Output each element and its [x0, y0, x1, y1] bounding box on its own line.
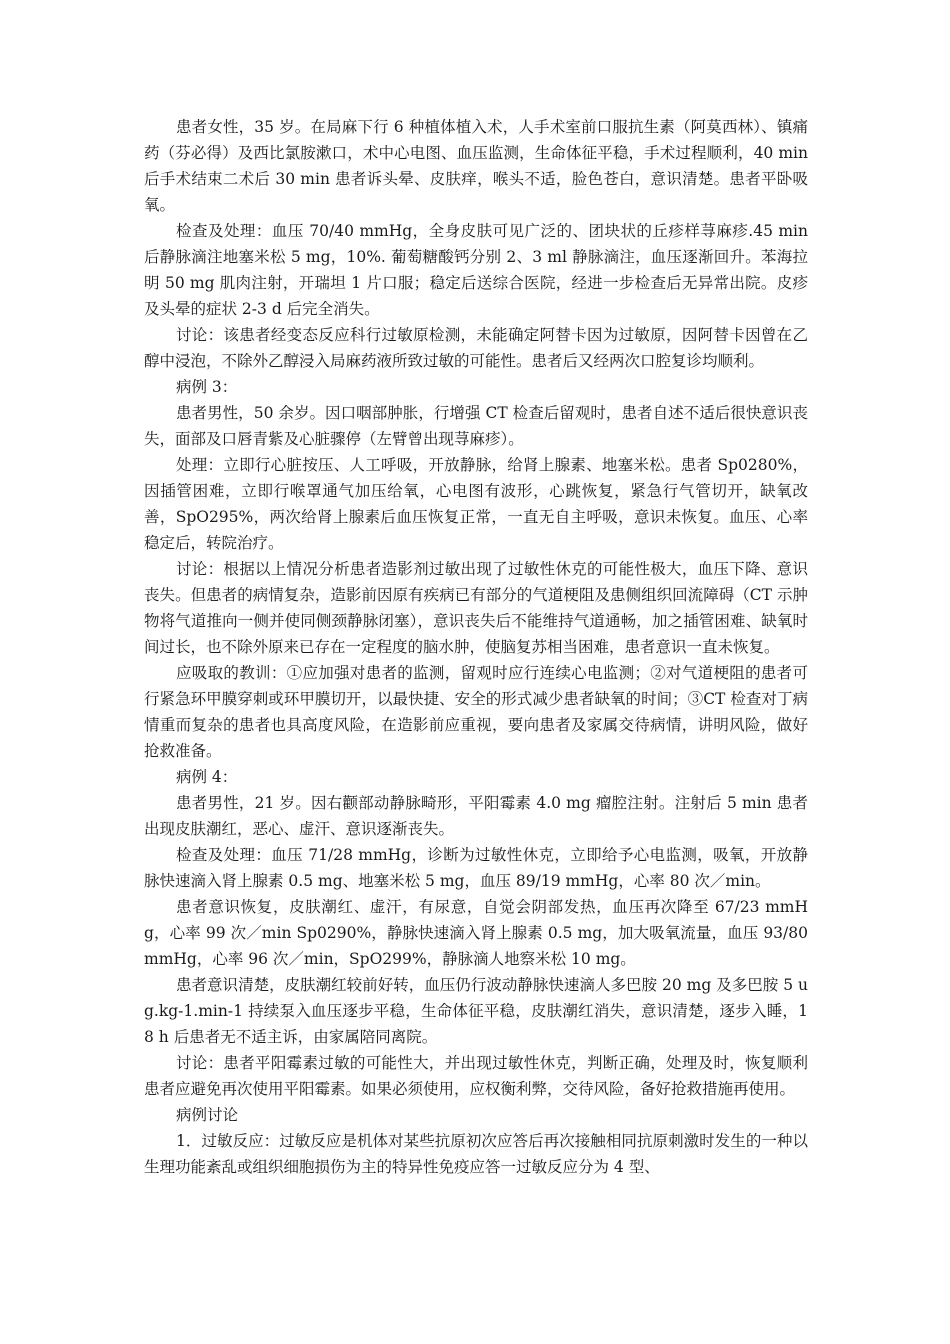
- paragraph-case2-history: 患者女性，35 岁。在局麻下行 6 种植体植入术，人手术室前口服抗生素（阿莫西林）、镇痛药（芬必得）及西比氯胺漱口，术中心电图、血压监测，生命体征平稳，手术过程顺利，40 min 后手术结束二术后 30 min 患者诉头晕、皮肤痒，喉头不适，脸色苍白，意识清楚。患者平卧吸氧。: [144, 118, 808, 214]
- paragraph-case3-treatment: 处理：立即行心脏按压、人工呼吸，开放静脉，给肾上腺素、地塞米松。患者 Sp0280%，因插管困难，立即行喉罩通气加压给氧，心电图有波形，心跳恢复，紧急行气管切开，缺氧改善，SpO295%，两次给肾上腺素后血压恢复正常，一直无自主呼吸，意识未恢复。血压、心率稳定后，转院治疗。: [144, 456, 808, 552]
- paragraph-case2-exam-treatment: 检查及处理：血压 70/40 mmHg，全身皮肤可见广泛的、团块状的丘疹样荨麻疹.45 min 后静脉滴注地塞米松 5 mg，10%. 葡萄糖酸钙分别 2、3 ml 静脉滴注，血压逐渐回升。苯海拉明 50 mg 肌肉注射，开瑞坦 1 片口服；稳定后送综合医院，经进一步检查后无异常出院。皮疹及头晕的症状 2-3 d 后完全消失。: [144, 222, 808, 318]
- paragraph-case4-stabilization: 患者意识清楚，皮肤潮红较前好转，血压仍行波动静脉快速滴人多巴胺 20 mg 及多巴胺 5 ug.kg-1.min-1 持续泵入血压逐步平稳，生命体征平稳，皮肤潮红消失，意识清楚，逐步入睡，18 h 后患者无不适主诉，由家属陪同离院。: [144, 976, 808, 1046]
- heading-case4: 病例 4：: [176, 768, 238, 786]
- paragraph-case4-exam-treatment: 检查及处理：血压 71/28 mmHg，诊断为过敏性休克，立即给予心电监测，吸氧，开放静脉快速滴入肾上腺素 0.5 mg、地塞米松 5 mg，血压 89/19 mmHg，心率 80 次／min。: [144, 846, 808, 890]
- paragraph-case3-history: 患者男性，50 余岁。因口咽部肿胀，行增强 CT 检查后留观时，患者自述不适后很快意识丧失，面部及口唇青紫及心脏骤停（左臂曾出现荨麻疹）。: [144, 404, 808, 448]
- paragraph-case3-lessons: 应吸取的教训：①应加强对患者的监测，留观时应行连续心电监测；②对气道梗阻的患者可行紧急环甲膜穿刺或环甲膜切开，以最快捷、安全的形式减少患者缺氧的时间；③CT 检查对丁病情重而复杂的患者也具高度风险，在造影前应重视，要向患者及家属交待病情，讲明风险，做好抢救准备。: [144, 664, 808, 760]
- paragraph-case4-recovery: 患者意识恢复，皮肤潮红、虚汗，有尿意，自觉会阴部发热，血压再次降至 67/23 mmHg，心率 99 次／min Sp0290%，静脉快速滴入肾上腺素 0.5 mg，加大吸氧流量，血压 93/80 mmHg，心率 96 次／min，SpO299%，静脉滴人地察米松 10 mg。: [144, 898, 808, 968]
- paragraph-case2-discussion: 讨论：该患者经变态反应科行过敏原检测，未能确定阿替卡因为过敏原，因阿替卡因曾在乙醇中浸泡，不除外乙醇浸入局麻药液所致过敏的可能性。患者后又经两次口腔复诊均顺利。: [144, 326, 808, 370]
- heading-case-discussion: 病例讨论: [176, 1106, 239, 1124]
- document-body: [144, 114, 808, 1180]
- heading-case3: 病例 3：: [176, 378, 238, 396]
- paragraph-case4-discussion: 讨论：患者平阳霉素过敏的可能性大，并出现过敏性休克，判断正确，处理及时，恢复顺利患者应避免再次使用平阳霉素。如果必须使用，应权衡利弊，交待风险，备好抢救措施再使用。: [144, 1054, 808, 1098]
- paragraph-case4-history: 患者男性，21 岁。因右颧部动静脉畸形，平阳霉素 4.0 mg 瘤腔注射。注射后 5 min 患者出现皮肤潮红，恶心、虚汗、意识逐渐丧失。: [144, 794, 808, 838]
- paragraph-allergy-definition: 1．过敏反应：过敏反应是机体对某些抗原初次应答后再次接触相同抗原刺激时发生的一种以生理功能紊乱或组织细胞损伤为主的特异性免疫应答一过敏反应分为 4 型、: [144, 1132, 808, 1176]
- paragraph-case3-discussion: 讨论：根据以上情况分析患者造影剂过敏出现了过敏性休克的可能性极大，血压下降、意识丧失。但患者的病情复杂，造影前因原有疾病已有部分的气道梗阻及患侧组织回流障碍（CT 示肿物将气道推向一侧并使同侧颈静脉闭塞），意识丧失后不能维持气道通畅，加之插管困难、缺氧时间过长，也不除外原来已存在一定程度的脑水肿，使脑复苏相当困难，患者意识一直未恢复。: [144, 560, 808, 656]
